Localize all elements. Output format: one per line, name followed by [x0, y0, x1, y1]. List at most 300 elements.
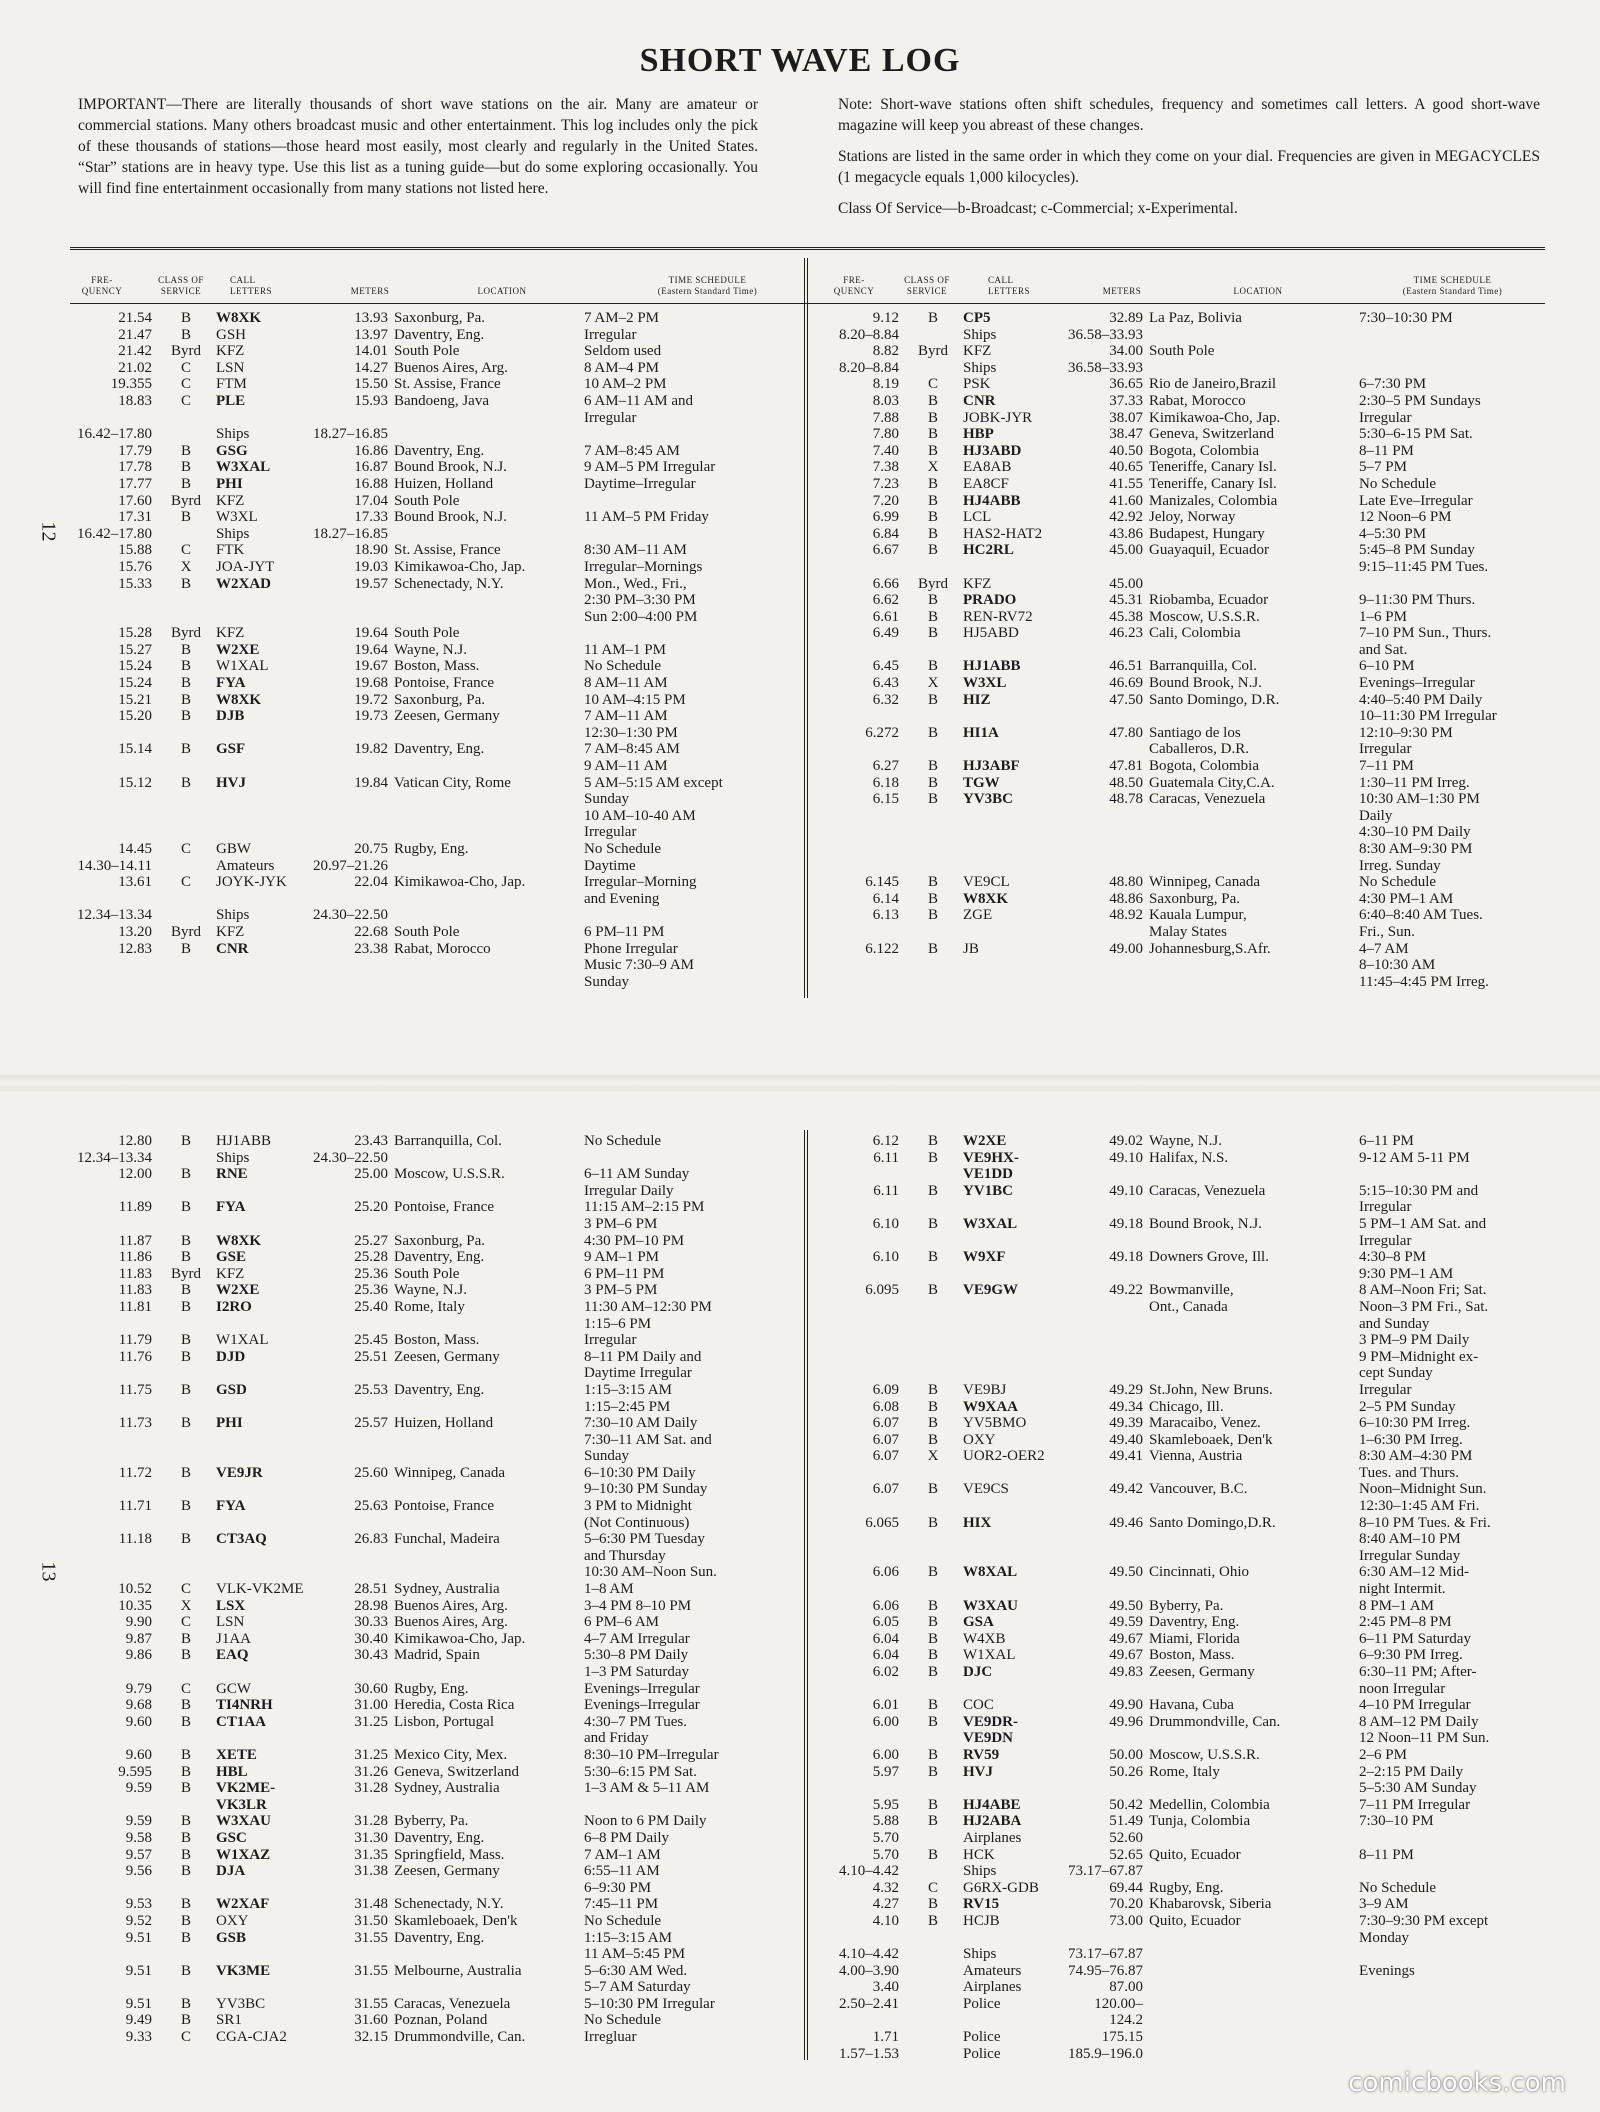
- location-cell: Sydney, Australia: [394, 1581, 500, 1598]
- class-cell: B: [927, 1249, 938, 1266]
- station-row: [68, 1465, 762, 1498]
- location-cell: Buenos Aires, Arg.: [394, 1597, 508, 1614]
- header-location: LOCATION: [477, 286, 527, 296]
- class-cell: B: [927, 1630, 938, 1647]
- location-cell: Rugby, Eng.: [394, 1680, 469, 1697]
- class-cell: B: [180, 326, 191, 343]
- station-row: [68, 874, 762, 907]
- call-letters-cell: Ships: [963, 326, 997, 343]
- frequency-cell: 4.27: [872, 1896, 899, 1913]
- frequency-cell: 9.60: [125, 1713, 152, 1730]
- frequency-cell: 6.00: [872, 1713, 899, 1730]
- meters-cell: 25.40: [354, 1298, 388, 1315]
- station-row: [815, 1863, 1551, 1880]
- frequency-cell: 6.01: [872, 1697, 899, 1714]
- meters-cell: 25.20: [354, 1199, 388, 1216]
- location-cell: Rio de Janeiro,Brazil: [1149, 376, 1277, 393]
- station-row: [68, 327, 762, 344]
- schedule-cell: 5:45–8 PM Sunday 9:15–11:45 PM Tues.: [1359, 542, 1489, 575]
- meters-cell: 18.27–16.85: [313, 426, 388, 443]
- class-cell: B: [180, 1647, 191, 1664]
- meters-cell: 31.38: [354, 1863, 388, 1880]
- location-cell: Barranquilla, Col.: [1149, 658, 1257, 675]
- location-cell: Daventry, Eng.: [394, 442, 485, 459]
- schedule-cell: Irregular: [584, 1332, 637, 1349]
- meters-cell: 31.55: [354, 1929, 388, 1946]
- call-letters-cell: W2XE: [216, 1282, 260, 1299]
- class-cell: B: [927, 791, 938, 808]
- location-cell: La Paz, Bolivia: [1149, 310, 1242, 326]
- call-letters-cell: CT3AQ: [216, 1531, 267, 1548]
- frequency-cell: 6.66: [872, 575, 899, 592]
- meters-cell: 36.58–33.93: [1068, 359, 1143, 376]
- location-cell: Kimikawoa-Cho, Jap.: [394, 1630, 526, 1647]
- class-cell: B: [180, 1863, 191, 1880]
- frequency-cell: 11.79: [118, 1332, 152, 1349]
- meters-cell: 19.03: [354, 558, 388, 575]
- call-letters-cell: W3XAL: [216, 459, 271, 476]
- call-letters-cell: PHI: [216, 1415, 243, 1432]
- frequency-cell: 15.24: [118, 675, 152, 692]
- meters-cell: 18.90: [354, 542, 388, 559]
- class-cell: B: [927, 1763, 938, 1780]
- class-cell: B: [180, 1199, 191, 1216]
- call-letters-cell: JOBK-JYR: [963, 409, 1033, 426]
- location-cell: Quito, Ecuador: [1149, 1912, 1241, 1929]
- location-cell: Caracas, Venezuela: [1149, 1182, 1266, 1199]
- class-cell: B: [927, 442, 938, 459]
- class-cell: C: [180, 392, 191, 409]
- station-row: [68, 1896, 762, 1913]
- meters-cell: 37.33: [1109, 392, 1143, 409]
- class-cell: B: [927, 608, 938, 625]
- meters-cell: 22.68: [354, 923, 388, 940]
- column-separator-top: [804, 258, 808, 998]
- class-cell: B: [927, 426, 938, 443]
- call-letters-cell: CNR: [216, 940, 249, 957]
- frequency-cell: 13.20: [118, 923, 152, 940]
- call-letters-cell: Ships: [963, 1946, 997, 1963]
- location-cell: Springfield, Mass.: [394, 1846, 505, 1863]
- class-cell: B: [180, 1763, 191, 1780]
- location-cell: Kauala Lumpur, Malay States: [1149, 907, 1247, 940]
- location-cell: Guayaquil, Ecuador: [1149, 542, 1269, 559]
- station-row: [68, 526, 762, 543]
- meters-cell: 28.51: [354, 1581, 388, 1598]
- frequency-cell: 7.23: [872, 475, 899, 492]
- station-row: [68, 509, 762, 526]
- location-cell: Santiago de los Caballeros, D.R.: [1149, 724, 1249, 758]
- call-letters-cell: W4XB: [963, 1630, 1006, 1647]
- frequency-cell: 13.61: [118, 874, 152, 891]
- schedule-cell: Noon–Midnight Sun. 12:30–1:45 AM Fri.: [1359, 1481, 1487, 1515]
- meters-cell: 49.67: [1109, 1630, 1143, 1647]
- call-letters-cell: Police: [963, 2029, 1001, 2046]
- station-row: [815, 791, 1551, 874]
- meters-cell: 14.27: [354, 359, 388, 376]
- location-cell: Pontoise, France: [394, 1199, 494, 1216]
- schedule-cell: 6–11 PM: [1359, 1133, 1414, 1149]
- meters-cell: 74.95–76.87: [1068, 1962, 1143, 1979]
- call-letters-cell: HBP: [963, 426, 994, 443]
- location-cell: Kimikawoa-Cho, Jap.: [1149, 409, 1281, 426]
- location-cell: Daventry, Eng.: [394, 1381, 485, 1398]
- location-cell: Pontoise, France: [394, 1498, 494, 1515]
- station-row: [815, 675, 1551, 692]
- column-separator-bottom: [804, 1130, 808, 2060]
- class-cell: B: [927, 1514, 938, 1531]
- meters-cell: 25.57: [354, 1415, 388, 1432]
- meters-cell: 15.93: [354, 392, 388, 409]
- location-cell: Rabat, Morocco: [1149, 392, 1246, 409]
- call-letters-cell: LSN: [216, 1614, 245, 1631]
- meters-cell: 48.92: [1109, 907, 1143, 924]
- schedule-cell: 7 AM–1 AM: [584, 1846, 661, 1863]
- meters-cell: 48.78: [1109, 791, 1143, 808]
- station-row: [815, 1183, 1551, 1216]
- meters-cell: 26.83: [354, 1531, 388, 1548]
- station-row: [68, 1498, 762, 1531]
- schedule-cell: 11:15 AM–2:15 PM 3 PM–6 PM: [584, 1199, 705, 1232]
- station-row: [68, 642, 762, 659]
- meters-cell: 49.39: [1109, 1415, 1143, 1432]
- station-row: [815, 1481, 1551, 1514]
- call-letters-cell: W3XL: [963, 675, 1007, 692]
- frequency-cell: 6.05: [872, 1614, 899, 1631]
- meters-cell: 31.60: [354, 2012, 388, 2029]
- class-cell: B: [180, 774, 191, 791]
- call-letters-cell: W8XAL: [963, 1564, 1018, 1581]
- header-call: CALL LETTERS: [988, 275, 1030, 296]
- call-letters-cell: KFZ: [216, 492, 245, 509]
- frequency-cell: 6.18: [872, 774, 899, 791]
- location-cell: Skamleboaek, Den'k: [1149, 1431, 1273, 1448]
- call-letters-cell: W3XAL: [963, 1215, 1018, 1232]
- station-row: [68, 1747, 762, 1764]
- call-letters-cell: HVJ: [216, 774, 246, 791]
- call-letters-cell: W3XAU: [963, 1597, 1018, 1614]
- location-cell: Mexico City, Mex.: [394, 1746, 508, 1763]
- class-cell: Byrd: [171, 492, 201, 509]
- meters-cell: 87.00: [1109, 1979, 1143, 1996]
- frequency-cell: 15.24: [118, 658, 152, 675]
- schedule-cell: 2–2:15 PM Daily 5–5:30 AM Sunday: [1359, 1763, 1477, 1797]
- watermark: comicbooks.com: [1348, 2068, 1566, 2098]
- station-table-top-right: [815, 310, 1551, 990]
- class-cell: C: [180, 874, 191, 891]
- call-letters-cell: Ships: [216, 525, 250, 542]
- station-row: [815, 758, 1551, 775]
- schedule-cell: 1–6:30 PM Irreg.: [1359, 1431, 1463, 1448]
- station-row: [815, 1664, 1551, 1697]
- location-cell: Caracas, Venezuela: [1149, 791, 1266, 808]
- class-cell: B: [927, 1912, 938, 1929]
- schedule-cell: Irregular–Morning and Evening: [584, 874, 697, 907]
- location-cell: Buenos Aires, Arg.: [394, 1614, 508, 1631]
- location-cell: Cincinnati, Ohio: [1149, 1564, 1249, 1581]
- call-letters-cell: KFZ: [216, 1265, 245, 1282]
- meters-cell: 45.31: [1109, 592, 1143, 609]
- schedule-cell: 8–11 PM Daily and Daytime Irregular: [584, 1348, 702, 1382]
- meters-cell: 48.50: [1109, 774, 1143, 791]
- station-row: [68, 1913, 762, 1930]
- page-title: SHORT WAVE LOG: [639, 42, 961, 79]
- location-cell: Byberry, Pa.: [1149, 1597, 1224, 1614]
- meters-cell: 49.41: [1109, 1448, 1143, 1465]
- call-letters-cell: RNE: [216, 1166, 248, 1183]
- frequency-cell: 5.97: [872, 1763, 899, 1780]
- call-letters-cell: CT1AA: [216, 1713, 267, 1730]
- class-cell: B: [927, 1481, 938, 1498]
- call-letters-cell: YV3BC: [963, 791, 1014, 808]
- station-row: [815, 1797, 1551, 1814]
- station-row: [815, 376, 1551, 393]
- station-row: [68, 1780, 762, 1813]
- call-letters-cell: W2XAF: [216, 1896, 270, 1913]
- location-cell: Halifax, N.S.: [1149, 1149, 1229, 1166]
- station-row: [815, 1913, 1551, 1946]
- frequency-cell: 17.79: [118, 442, 152, 459]
- location-cell: Geneva, Switzerland: [1149, 426, 1274, 443]
- station-row: [815, 443, 1551, 460]
- frequency-cell: 6.45: [872, 658, 899, 675]
- frequency-cell: 4.00–3.90: [839, 1962, 899, 1979]
- meters-cell: 13.93: [354, 310, 388, 326]
- frequency-cell: 6.10: [872, 1215, 899, 1232]
- call-letters-cell: KFZ: [216, 923, 245, 940]
- call-letters-cell: LSN: [216, 359, 245, 376]
- call-letters-cell: PHI: [216, 475, 243, 492]
- station-row: [68, 1332, 762, 1349]
- call-letters-cell: Police: [963, 2045, 1001, 2062]
- frequency-cell: 9.56: [125, 1863, 152, 1880]
- location-cell: Boston, Mass.: [394, 1332, 480, 1349]
- class-cell: B: [180, 442, 191, 459]
- class-cell: C: [180, 542, 191, 559]
- frequency-cell: 6.08: [872, 1398, 899, 1415]
- schedule-cell: 4–7 AM 8–10:30 AM 11:45–4:45 PM Irreg.: [1359, 940, 1489, 990]
- schedule-cell: 8 AM–12 PM Daily 12 Noon–11 PM Sun.: [1359, 1713, 1490, 1747]
- location-cell: Daventry, Eng.: [394, 741, 485, 758]
- class-cell: B: [180, 1829, 191, 1846]
- frequency-cell: 8.20–8.84: [839, 326, 899, 343]
- schedule-cell: 6–7:30 PM: [1359, 376, 1427, 393]
- schedule-cell: 6 AM–11 AM and Irregular: [584, 392, 694, 426]
- meters-cell: 14.01: [354, 343, 388, 360]
- frequency-cell: 12.34–13.34: [77, 1149, 152, 1166]
- meters-cell: 41.55: [1109, 475, 1143, 492]
- class-cell: B: [180, 1912, 191, 1929]
- meters-cell: 31.55: [354, 1962, 388, 1979]
- frequency-cell: 11.87: [118, 1232, 152, 1249]
- schedule-cell: 3 PM–5 PM: [584, 1282, 658, 1299]
- call-letters-cell: XETE: [216, 1746, 257, 1763]
- schedule-cell: 6:30–11 PM; After- noon Irregular: [1359, 1664, 1477, 1697]
- call-letters-cell: W1XAL: [216, 658, 269, 675]
- class-cell: B: [927, 509, 938, 526]
- frequency-cell: 11.83: [118, 1265, 152, 1282]
- schedule-cell: 8–11 PM: [1359, 442, 1414, 459]
- frequency-cell: 11.71: [118, 1498, 152, 1515]
- class-cell: B: [180, 1697, 191, 1714]
- call-letters-cell: KFZ: [963, 343, 992, 360]
- meters-cell: 30.33: [354, 1614, 388, 1631]
- schedule-cell: 9 AM–1 PM: [584, 1249, 660, 1266]
- schedule-cell: Late Eve–Irregular: [1359, 492, 1473, 509]
- station-row: [68, 658, 762, 675]
- call-letters-cell: OXY: [963, 1431, 996, 1448]
- station-row: [815, 1714, 1551, 1747]
- schedule-cell: 8–10 PM Tues. & Fri. 8:40 AM–10 PM Irregular Sunday: [1359, 1514, 1491, 1564]
- station-row: [815, 426, 1551, 443]
- station-row: [815, 1979, 1551, 1996]
- location-cell: Maracaibo, Venez.: [1149, 1415, 1261, 1432]
- schedule-cell: 3 PM to Midnight (Not Continuous): [584, 1498, 692, 1531]
- schedule-cell: No Schedule: [1359, 874, 1437, 891]
- station-row: [815, 343, 1551, 360]
- call-letters-cell: VE9GW: [963, 1282, 1019, 1299]
- location-cell: Zeesen, Germany: [394, 1348, 500, 1365]
- class-cell: B: [180, 1133, 191, 1149]
- call-letters-cell: RV15: [963, 1896, 1000, 1913]
- frequency-cell: 6.06: [872, 1597, 899, 1614]
- meters-cell: 20.97–21.26: [313, 857, 388, 874]
- call-letters-cell: GSF: [216, 741, 246, 758]
- schedule-cell: 2:30–5 PM Sundays: [1359, 392, 1481, 409]
- schedule-cell: 6 PM–6 AM: [584, 1614, 660, 1631]
- call-letters-cell: HJ4ABE: [963, 1796, 1021, 1813]
- meters-cell: 31.50: [354, 1912, 388, 1929]
- schedule-cell: No Schedule: [584, 1133, 662, 1149]
- call-letters-cell: KFZ: [963, 575, 992, 592]
- schedule-cell: 4:30 PM–10 PM: [584, 1232, 685, 1249]
- call-letters-cell: COC: [963, 1697, 994, 1714]
- call-letters-cell: GSE: [216, 1249, 247, 1266]
- meters-cell: 16.87: [354, 459, 388, 476]
- station-row: [815, 576, 1551, 593]
- meters-cell: 50.00: [1109, 1746, 1143, 1763]
- location-cell: Bogota, Colombia: [1149, 758, 1259, 775]
- class-cell: Byrd: [171, 625, 201, 642]
- call-letters-cell: G6RX-GDB: [963, 1879, 1039, 1896]
- class-cell: B: [927, 1415, 938, 1432]
- station-row: [68, 1249, 762, 1266]
- call-letters-cell: W9XAA: [963, 1398, 1018, 1415]
- schedule-cell: 6–8 PM Daily: [584, 1829, 670, 1846]
- frequency-cell: 15.27: [118, 641, 152, 658]
- station-row: [68, 841, 762, 858]
- schedule-cell: 6–10 PM: [1359, 658, 1415, 675]
- frequency-cell: 11.73: [118, 1415, 152, 1432]
- station-row: [68, 1813, 762, 1830]
- frequency-cell: 6.10: [872, 1249, 899, 1266]
- station-row: [815, 327, 1551, 344]
- station-row: [815, 1996, 1551, 2029]
- meters-cell: 45.00: [1109, 575, 1143, 592]
- call-letters-cell: HJ1ABB: [963, 658, 1021, 675]
- station-row: [815, 1564, 1551, 1597]
- frequency-cell: 6.67: [872, 542, 899, 559]
- frequency-cell: 11.81: [118, 1298, 152, 1315]
- frequency-cell: 9.59: [125, 1813, 152, 1830]
- station-row: [68, 1697, 762, 1714]
- schedule-cell: 8–11 PM: [1359, 1846, 1414, 1863]
- meters-cell: 31.25: [354, 1713, 388, 1730]
- frequency-cell: 15.76: [118, 558, 152, 575]
- meters-cell: 17.04: [354, 492, 388, 509]
- meters-cell: 17.33: [354, 509, 388, 526]
- call-letters-cell: HCJB: [963, 1912, 1000, 1929]
- header-time: TIME SCHEDULE (Eastern Standard Time): [657, 275, 758, 296]
- schedule-cell: 8 PM–1 AM: [1359, 1597, 1435, 1614]
- location-cell: Johannesburg,S.Afr.: [1149, 940, 1271, 957]
- meters-cell: 46.23: [1109, 625, 1143, 642]
- frequency-cell: 15.88: [118, 542, 152, 559]
- call-letters-cell: VLK-VK2ME: [216, 1581, 304, 1598]
- class-cell: X: [180, 558, 192, 575]
- frequency-cell: 12.83: [118, 940, 152, 957]
- header-class: CLASS OF SERVICE: [158, 275, 204, 296]
- class-cell: B: [180, 1896, 191, 1913]
- schedule-cell: 6–11 PM Saturday: [1359, 1630, 1471, 1647]
- location-cell: Caracas, Venezuela: [394, 1995, 511, 2012]
- meters-cell: 175.15: [1101, 2029, 1143, 2046]
- meters-cell: 48.86: [1109, 890, 1143, 907]
- class-cell: B: [927, 1597, 938, 1614]
- frequency-cell: 8.19: [872, 376, 899, 393]
- meters-cell: 22.04: [354, 874, 388, 891]
- frequency-cell: 6.49: [872, 625, 899, 642]
- call-letters-cell: W8XK: [216, 691, 261, 708]
- station-row: [68, 393, 762, 426]
- station-row: [815, 1382, 1551, 1399]
- station-row: [68, 376, 762, 393]
- frequency-cell: 11.86: [118, 1249, 152, 1266]
- frequency-cell: 15.12: [118, 774, 152, 791]
- station-row: [815, 592, 1551, 609]
- frequency-cell: 17.60: [118, 492, 152, 509]
- meters-cell: 25.00: [354, 1166, 388, 1183]
- station-row: [68, 1415, 762, 1465]
- station-row: [815, 625, 1551, 658]
- meters-cell: 28.98: [354, 1597, 388, 1614]
- class-cell: B: [927, 409, 938, 426]
- schedule-cell: 6 PM–11 PM: [584, 923, 665, 940]
- meters-cell: 45.38: [1109, 608, 1143, 625]
- location-cell: Huizen, Holland: [394, 475, 494, 492]
- class-cell: B: [180, 310, 191, 326]
- class-cell: B: [927, 890, 938, 907]
- location-cell: Bowmanville, Ont., Canada: [1149, 1282, 1234, 1315]
- class-cell: B: [180, 1232, 191, 1249]
- frequency-cell: 8.20–8.84: [839, 359, 899, 376]
- call-letters-cell: HC2RL: [963, 542, 1014, 559]
- location-cell: Santo Domingo,D.R.: [1149, 1514, 1276, 1531]
- frequency-cell: 5.70: [872, 1829, 899, 1846]
- class-cell: C: [927, 376, 938, 393]
- schedule-cell: 7:30–10 AM Daily 7:30–11 AM Sat. and Sunday: [584, 1415, 712, 1465]
- station-row: [68, 1930, 762, 1963]
- frequency-cell: 12.00: [118, 1166, 152, 1183]
- location-cell: Drummondville, Can.: [1149, 1713, 1281, 1730]
- station-row: [68, 1150, 762, 1167]
- schedule-cell: 5 AM–5:15 AM except Sunday 10 AM–10-40 AM Irregular: [584, 774, 723, 841]
- call-letters-cell: W8XK: [216, 310, 261, 326]
- location-cell: Zeesen, Germany: [1149, 1664, 1255, 1680]
- call-letters-cell: PLE: [216, 392, 246, 409]
- location-cell: Poznan, Poland: [394, 2012, 488, 2029]
- frequency-cell: 6.145: [865, 874, 899, 891]
